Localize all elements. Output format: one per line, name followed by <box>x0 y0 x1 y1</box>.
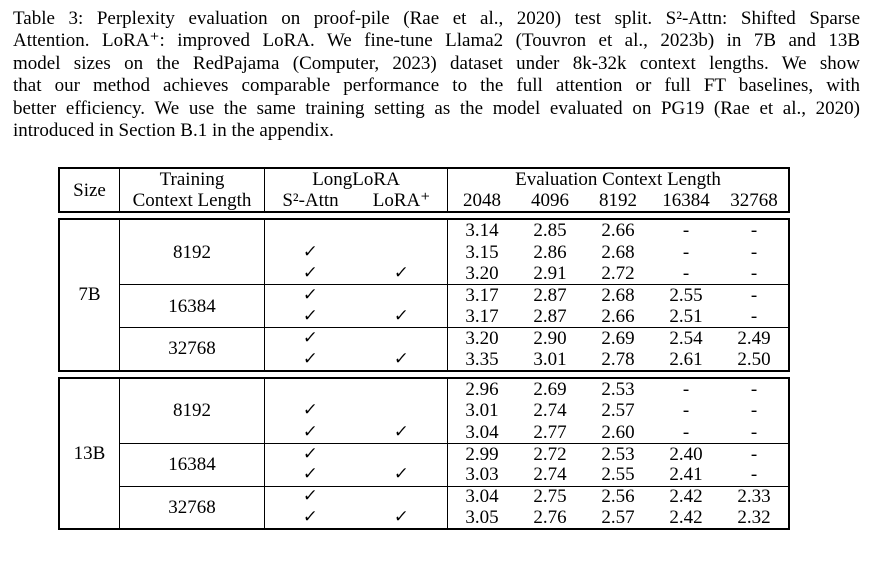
checkmark-icon: ✓ <box>393 348 410 369</box>
perplexity-value: 2.72 <box>516 443 584 464</box>
perplexity-value: 2.41 <box>669 464 703 486</box>
perplexity-value: 2.68 <box>601 241 635 263</box>
perplexity-value: 2.87 <box>533 305 567 327</box>
perplexity-value: 2.42 <box>652 486 720 507</box>
perplexity-value: - <box>720 443 788 464</box>
checkmark-icon: ✓ <box>302 421 319 442</box>
perplexity-value: - <box>682 378 690 400</box>
checkmark-icon: ✓ <box>393 507 410 528</box>
perplexity-value: - <box>750 220 758 242</box>
checkmark-icon: ✓ <box>302 464 319 485</box>
caption-line: introduced in Section B.1 in the appendix. <box>13 120 334 142</box>
lora-plus-cell <box>356 443 448 464</box>
s2-attn-cell <box>265 422 356 443</box>
perplexity-value: 3.01 <box>533 348 567 370</box>
perplexity-value: - <box>750 262 758 284</box>
lora-plus-cell <box>356 348 448 369</box>
s2-attn-cell <box>265 327 356 348</box>
header-training-context-length <box>120 169 265 211</box>
perplexity-value: 2.33 <box>720 486 788 507</box>
checkmark-icon: ✓ <box>302 443 319 464</box>
perplexity-value: 2.76 <box>533 507 567 529</box>
perplexity-value: 2.40 <box>652 443 720 464</box>
perplexity-value: - <box>682 400 690 422</box>
header-training-line2: Context Length <box>132 190 252 211</box>
perplexity-value: - <box>750 378 758 400</box>
lora-plus-cell <box>356 263 448 284</box>
s2-attn-cell <box>265 486 356 507</box>
perplexity-value: 3.20 <box>448 327 516 348</box>
perplexity-value: 3.35 <box>465 348 499 370</box>
checkmark-icon: ✓ <box>302 400 319 421</box>
perplexity-value: 2.51 <box>669 305 703 327</box>
s2-attn-cell <box>265 306 356 327</box>
perplexity-value: 2.99 <box>448 443 516 464</box>
perplexity-value: 2.96 <box>465 378 499 400</box>
perplexity-value: 2.69 <box>533 378 567 400</box>
perplexity-value: - <box>682 421 690 443</box>
perplexity-value: 2.87 <box>516 284 584 305</box>
caption-line: Attention. LoRA⁺: improved LoRA. We fine-tune Llama2 (Touvron et al., 2023b) in 7B and 13B <box>13 30 860 52</box>
header-lora-plus: LoRA⁺ <box>356 190 448 211</box>
checkmark-icon: ✓ <box>302 327 319 348</box>
checkmark-icon: ✓ <box>302 507 319 528</box>
header-eval-length: 4096 <box>531 190 569 211</box>
training-length-cell: 8192 <box>120 379 265 443</box>
perplexity-value: 2.55 <box>652 284 720 305</box>
header-eval-length: 8192 <box>599 190 637 211</box>
table-section-7b <box>58 218 790 372</box>
checkmark-icon: ✓ <box>302 241 319 262</box>
perplexity-value: 2.54 <box>652 327 720 348</box>
perplexity-value: 3.04 <box>448 486 516 507</box>
checkmark-icon: ✓ <box>302 348 319 369</box>
s2-attn-cell <box>265 464 356 485</box>
perplexity-value: - <box>750 421 758 443</box>
lora-plus-cell <box>356 464 448 485</box>
header-evaluation-context-length: Evaluation Context Length <box>515 169 721 190</box>
perplexity-value: 3.14 <box>465 220 499 242</box>
perplexity-value: 2.86 <box>533 241 567 263</box>
header-eval-length: 16384 <box>662 190 710 211</box>
s2-attn-cell <box>265 348 356 369</box>
s2-attn-cell <box>265 263 356 284</box>
perplexity-value: 2.72 <box>601 262 635 284</box>
lora-plus-cell <box>356 422 448 443</box>
perplexity-value: 2.91 <box>533 262 567 284</box>
header-longlora: LongLoRA <box>265 169 448 190</box>
lora-plus-cell <box>356 241 448 262</box>
perplexity-value: - <box>750 241 758 263</box>
perplexity-value: 2.75 <box>516 486 584 507</box>
perplexity-value: 2.49 <box>720 327 788 348</box>
header-training-line1: Training <box>159 169 225 190</box>
s2-attn-cell <box>265 443 356 464</box>
checkmark-icon: ✓ <box>393 262 410 283</box>
perplexity-value: 2.53 <box>584 443 652 464</box>
s2-attn-cell <box>265 379 356 400</box>
perplexity-value: 3.20 <box>465 262 499 284</box>
perplexity-value: 2.85 <box>533 220 567 242</box>
lora-plus-cell <box>356 400 448 421</box>
training-length-cell: 16384 <box>120 443 265 486</box>
s2-attn-cell <box>265 400 356 421</box>
perplexity-value: 2.61 <box>669 348 703 370</box>
perplexity-value: 2.32 <box>737 507 771 529</box>
training-length-cell: 8192 <box>120 220 265 284</box>
caption-line: that our method achieves comparable performance to the full attention or full FT baselines, with <box>13 75 860 97</box>
perplexity-value: 3.15 <box>465 241 499 263</box>
perplexity-value: 2.74 <box>533 400 567 422</box>
table-header <box>58 167 790 213</box>
perplexity-value: - <box>750 305 758 327</box>
checkmark-icon: ✓ <box>302 284 319 305</box>
perplexity-value: - <box>720 284 788 305</box>
perplexity-value: - <box>750 464 758 486</box>
table-caption <box>13 8 860 142</box>
lora-plus-cell <box>356 507 448 528</box>
perplexity-value: - <box>750 400 758 422</box>
perplexity-value: 2.56 <box>584 486 652 507</box>
lora-plus-cell <box>356 327 448 348</box>
lora-plus-cell <box>356 220 448 241</box>
perplexity-value: 2.50 <box>737 348 771 370</box>
checkmark-icon: ✓ <box>393 421 410 442</box>
training-length-cell: 16384 <box>120 284 265 327</box>
perplexity-value: 2.57 <box>601 507 635 529</box>
perplexity-value: 2.90 <box>516 327 584 348</box>
header-eval-length: 32768 <box>730 190 778 211</box>
perplexity-value: 2.69 <box>584 327 652 348</box>
perplexity-value: 2.66 <box>601 305 635 327</box>
checkmark-icon: ✓ <box>393 305 410 326</box>
checkmark-icon: ✓ <box>302 305 319 326</box>
perplexity-value: 2.74 <box>533 464 567 486</box>
perplexity-value: 2.66 <box>601 220 635 242</box>
training-length-cell: 32768 <box>120 327 265 370</box>
lora-plus-cell <box>356 284 448 305</box>
s2-attn-cell <box>265 284 356 305</box>
results-table <box>58 167 790 535</box>
perplexity-value: 2.42 <box>669 507 703 529</box>
caption-line: better efficiency. We use the same training setting as the model evaluated on PG19 (Rae et al., 2020) <box>13 97 860 119</box>
perplexity-value: 2.53 <box>601 378 635 400</box>
caption-line: model sizes on the RedPajama (Computer, 2023) dataset under 8k-32k context lengths. We show <box>13 52 860 74</box>
table-section-13b <box>58 377 790 531</box>
perplexity-value: - <box>682 241 690 263</box>
perplexity-value: 3.17 <box>448 284 516 305</box>
size-cell: 13B <box>60 379 120 529</box>
caption-line: Table 3: Perplexity evaluation on proof-pile (Rae et al., 2020) test split. S²-Attn: Shifted Sparse <box>13 8 860 29</box>
perplexity-value: 2.77 <box>533 421 567 443</box>
lora-plus-cell <box>356 306 448 327</box>
perplexity-value: 2.55 <box>601 464 635 486</box>
perplexity-value: - <box>682 262 690 284</box>
header-s2-attn: S²-Attn <box>282 190 339 211</box>
checkmark-icon: ✓ <box>393 464 410 485</box>
perplexity-value: 3.17 <box>465 305 499 327</box>
perplexity-value: 2.57 <box>601 400 635 422</box>
s2-attn-cell <box>265 241 356 262</box>
size-cell: 7B <box>60 220 120 370</box>
perplexity-value: 3.04 <box>465 421 499 443</box>
training-length-cell: 32768 <box>120 486 265 529</box>
perplexity-value: 2.78 <box>601 348 635 370</box>
lora-plus-cell <box>356 486 448 507</box>
checkmark-icon: ✓ <box>302 486 319 507</box>
header-size: Size <box>60 169 120 211</box>
perplexity-value: 3.01 <box>465 400 499 422</box>
perplexity-value: 3.05 <box>465 507 499 529</box>
perplexity-value: 2.60 <box>601 421 635 443</box>
perplexity-value: - <box>682 220 690 242</box>
checkmark-icon: ✓ <box>302 262 319 283</box>
s2-attn-cell <box>265 507 356 528</box>
perplexity-value: 3.03 <box>465 464 499 486</box>
header-eval-length: 2048 <box>463 190 501 211</box>
lora-plus-cell <box>356 379 448 400</box>
s2-attn-cell <box>265 220 356 241</box>
perplexity-value: 2.68 <box>584 284 652 305</box>
